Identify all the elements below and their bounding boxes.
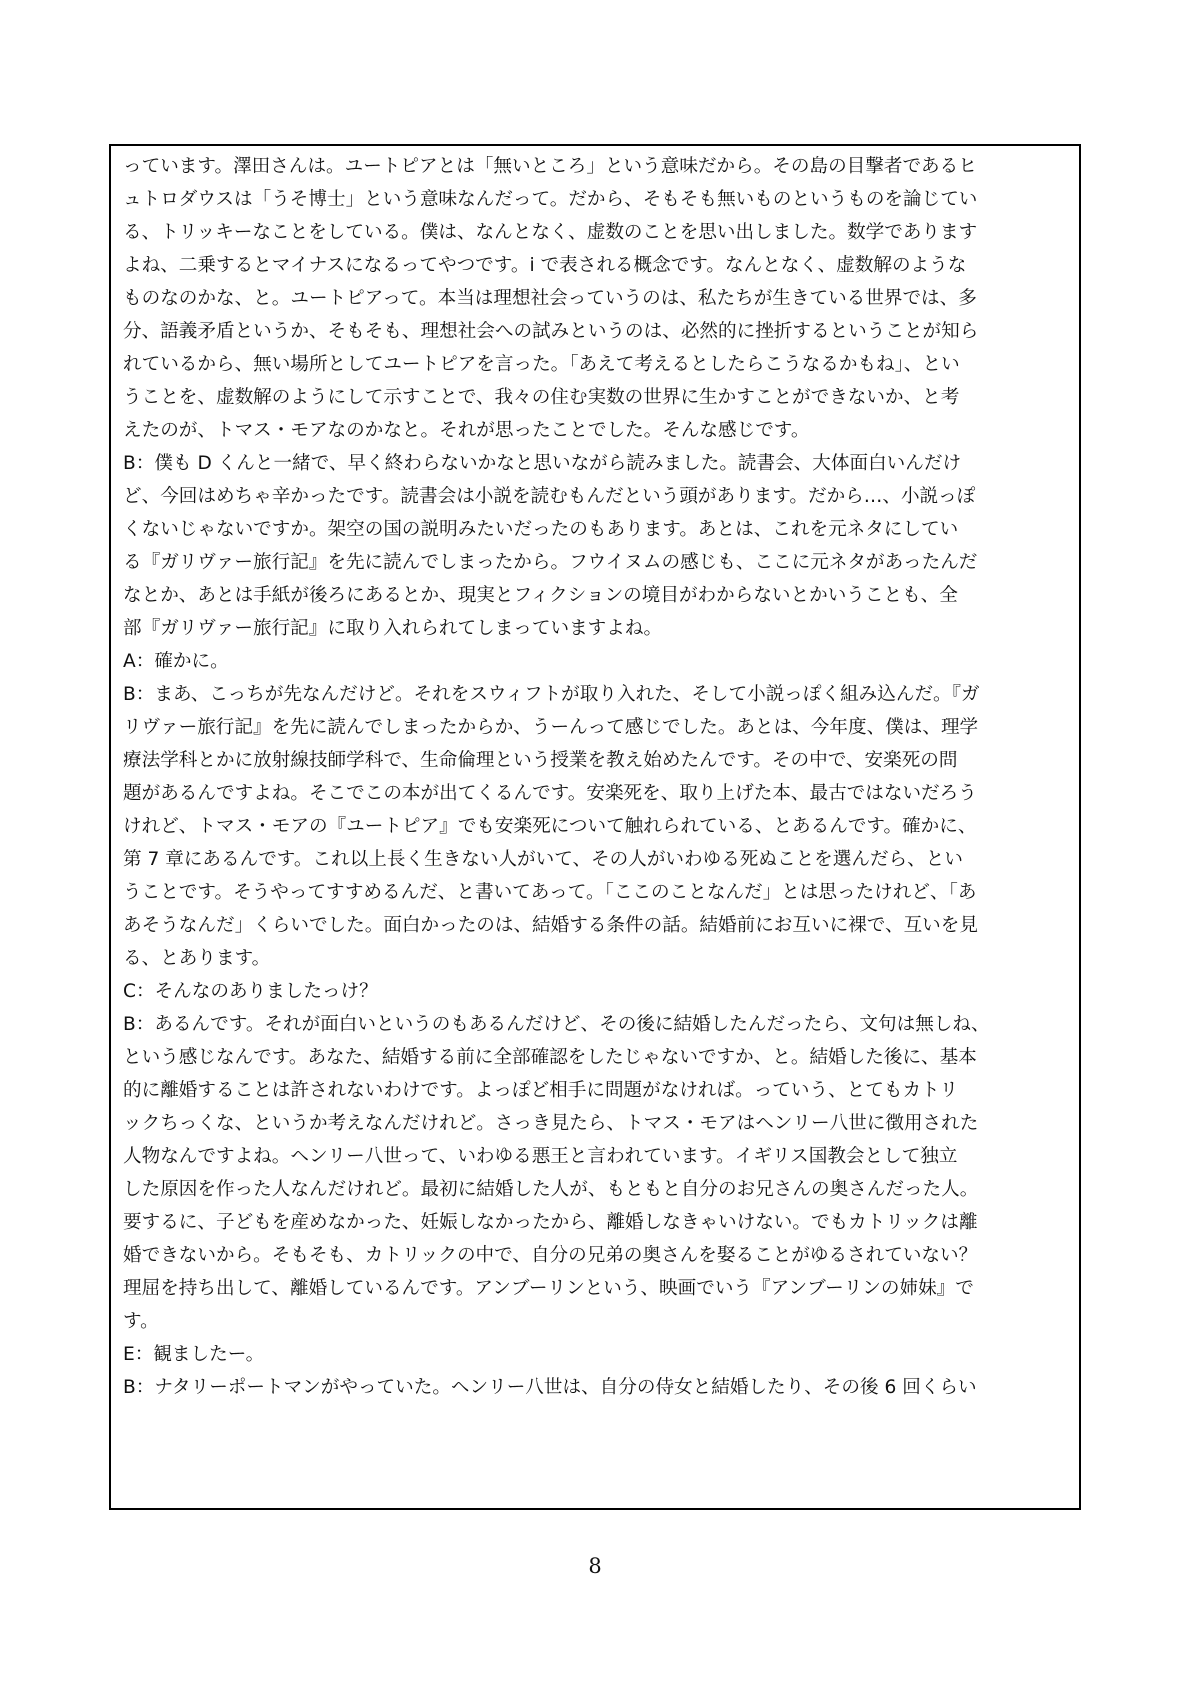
transcript-line: なとか、あとは手紙が後ろにあるとか、現実とフィクションの境目がわからないとかいうことも、全 (123, 585, 958, 606)
transcript-line: ックちっくな、というか考えなんだけれど。さっき見たら、トマス・モアはヘンリー八世に徴用された (123, 1113, 979, 1134)
transcript-line: した原因を作った人なんだけれど。最初に結婚した人が、もともと自分のお兄さんの奥さんだった人。 (123, 1179, 979, 1200)
transcript-line: あそうなんだ」くらいでした。面白かったのは、結婚する条件の話。結婚前にお互いに裸で、互いを見 (123, 915, 978, 936)
transcript-line: けれど、トマス・モアの『ユートピア』でも安楽死について触れられている、とあるんです。確かに、 (123, 816, 977, 837)
transcript-line: る『ガリヴァー旅行記』を先に読んでしまったから。フウイヌムの感じも、ここに元ネタがあったんだ (123, 552, 978, 573)
transcript-line: ュトロダウスは「うそ博士」という意味なんだって。だから、そもそも無いものというものを論じてい (123, 189, 978, 210)
transcript-box (109, 144, 1081, 1510)
transcript-line: 療法学科とかに放射線技師学科で、生命倫理という授業を教え始めたんです。その中で、安楽死の問 (123, 750, 958, 771)
transcript-line: れているから、無い場所としてユートピアを言った。「あえて考えるとしたらこうなるかもね」、とい (123, 354, 960, 375)
transcript-line: 理屈を持ち出して、離婚しているんです。アンブーリンという、映画でいう『アンブーリンの姉妹』で (123, 1278, 974, 1299)
transcript-line: B：まあ、こっちが先なんだけど。それをスウィフトが取り入れた、そして小説っぽく組み込んだ。『ガ (123, 684, 980, 705)
transcript-line: えたのが、トマス・モアなのかなと。それが思ったことでした。そんな感じです。 (123, 420, 810, 441)
transcript-line: 要するに、子どもを産めなかった、妊娠しなかったから、離婚しなきゃいけない。でもカトリックは離 (123, 1212, 978, 1233)
transcript-line: A：確かに。 (123, 651, 229, 672)
transcript-line: うことを、虚数解のようにして示すことで、我々の住む実数の世界に生かすことができないか、と考 (123, 387, 960, 408)
transcript-line: 婚できないから。そもそも、カトリックの中で、自分の兄弟の奥さんを娶ることがゆるされていない？ (123, 1245, 978, 1266)
transcript-line: 分、語義矛盾というか、そもそも、理想社会への試みというのは、必然的に挫折するということが知ら (123, 321, 979, 342)
transcript-line: 部『ガリヴァー旅行記』に取り入れられてしまっていますよね。 (123, 618, 663, 639)
transcript-line: す。 (123, 1311, 159, 1332)
transcript-line: という感じなんです。あなた、結婚する前に全部確認をしたじゃないですか、と。結婚した後に、基本 (123, 1047, 977, 1068)
transcript-line: C：そんなのありましたっけ？ (123, 981, 378, 1002)
transcript-line: る、とあります。 (123, 948, 271, 969)
transcript-line: る、トリッキーなことをしている。僕は、なんとなく、虚数のことを思い出しました。数学であります (123, 222, 978, 243)
transcript-line: B：ナタリーポートマンがやっていた。ヘンリー八世は、自分の侍女と結婚したり、その後 6 回くらい (123, 1377, 977, 1398)
transcript-line: くないじゃないですか。架空の国の説明みたいだったのもあります。あとは、これを元ネタにしてい (123, 519, 959, 540)
transcript-line: B：あるんです。それが面白いというのもあるんだけど、その後に結婚したんだったら、文句は無しね、 (123, 1014, 990, 1035)
transcript-line: B：僕も D くんと一緒で、早く終わらないかなと思いながら読みました。読書会、大体面白いんだけ (123, 453, 962, 474)
transcript-line: E：観ましたー。 (123, 1344, 265, 1365)
transcript-line: うことです。そうやってすすめるんだ、と書いてあって。「ここのことなんだ」とは思ったけれど、「あ (123, 882, 977, 903)
page-number: 8 (588, 1554, 602, 1578)
transcript-line: ど、今回はめちゃ辛かったです。読書会は小説を読むもんだという頭があります。だから…、小説っぽ (123, 486, 976, 507)
transcript-line: 題があるんですよね。そこでこの本が出てくるんです。安楽死を、取り上げた本、最古ではないだろう (123, 783, 977, 804)
transcript-line: ものなのかな、と。ユートピアって。本当は理想社会っていうのは、私たちが生きている世界では、多 (123, 288, 977, 309)
transcript-line: 人物なんですよね。ヘンリー八世って、いわゆる悪王と言われています。イギリス国教会として独立 (123, 1146, 958, 1167)
transcript-line: 的に離婚することは許されないわけです。よっぽど相手に問題がなければ。っていう、とてもカトリ (123, 1080, 959, 1101)
transcript-line: っています。澤田さんは。ユートピアとは「無いところ」という意味だから。その島の目撃者であるヒ (123, 156, 977, 177)
transcript-line: 第 7 章にあるんです。これ以上長く生きない人がいて、その人がいわゆる死ぬことを選んだら、とい (123, 849, 963, 870)
transcript-line: リヴァー旅行記』を先に読んでしまったからか、うーんって感じでした。あとは、今年度、僕は、理学 (123, 717, 979, 738)
transcript-line: よね、二乗するとマイナスになるってやつです。i で表される概念です。なんとなく、虚数解のような (123, 255, 967, 276)
